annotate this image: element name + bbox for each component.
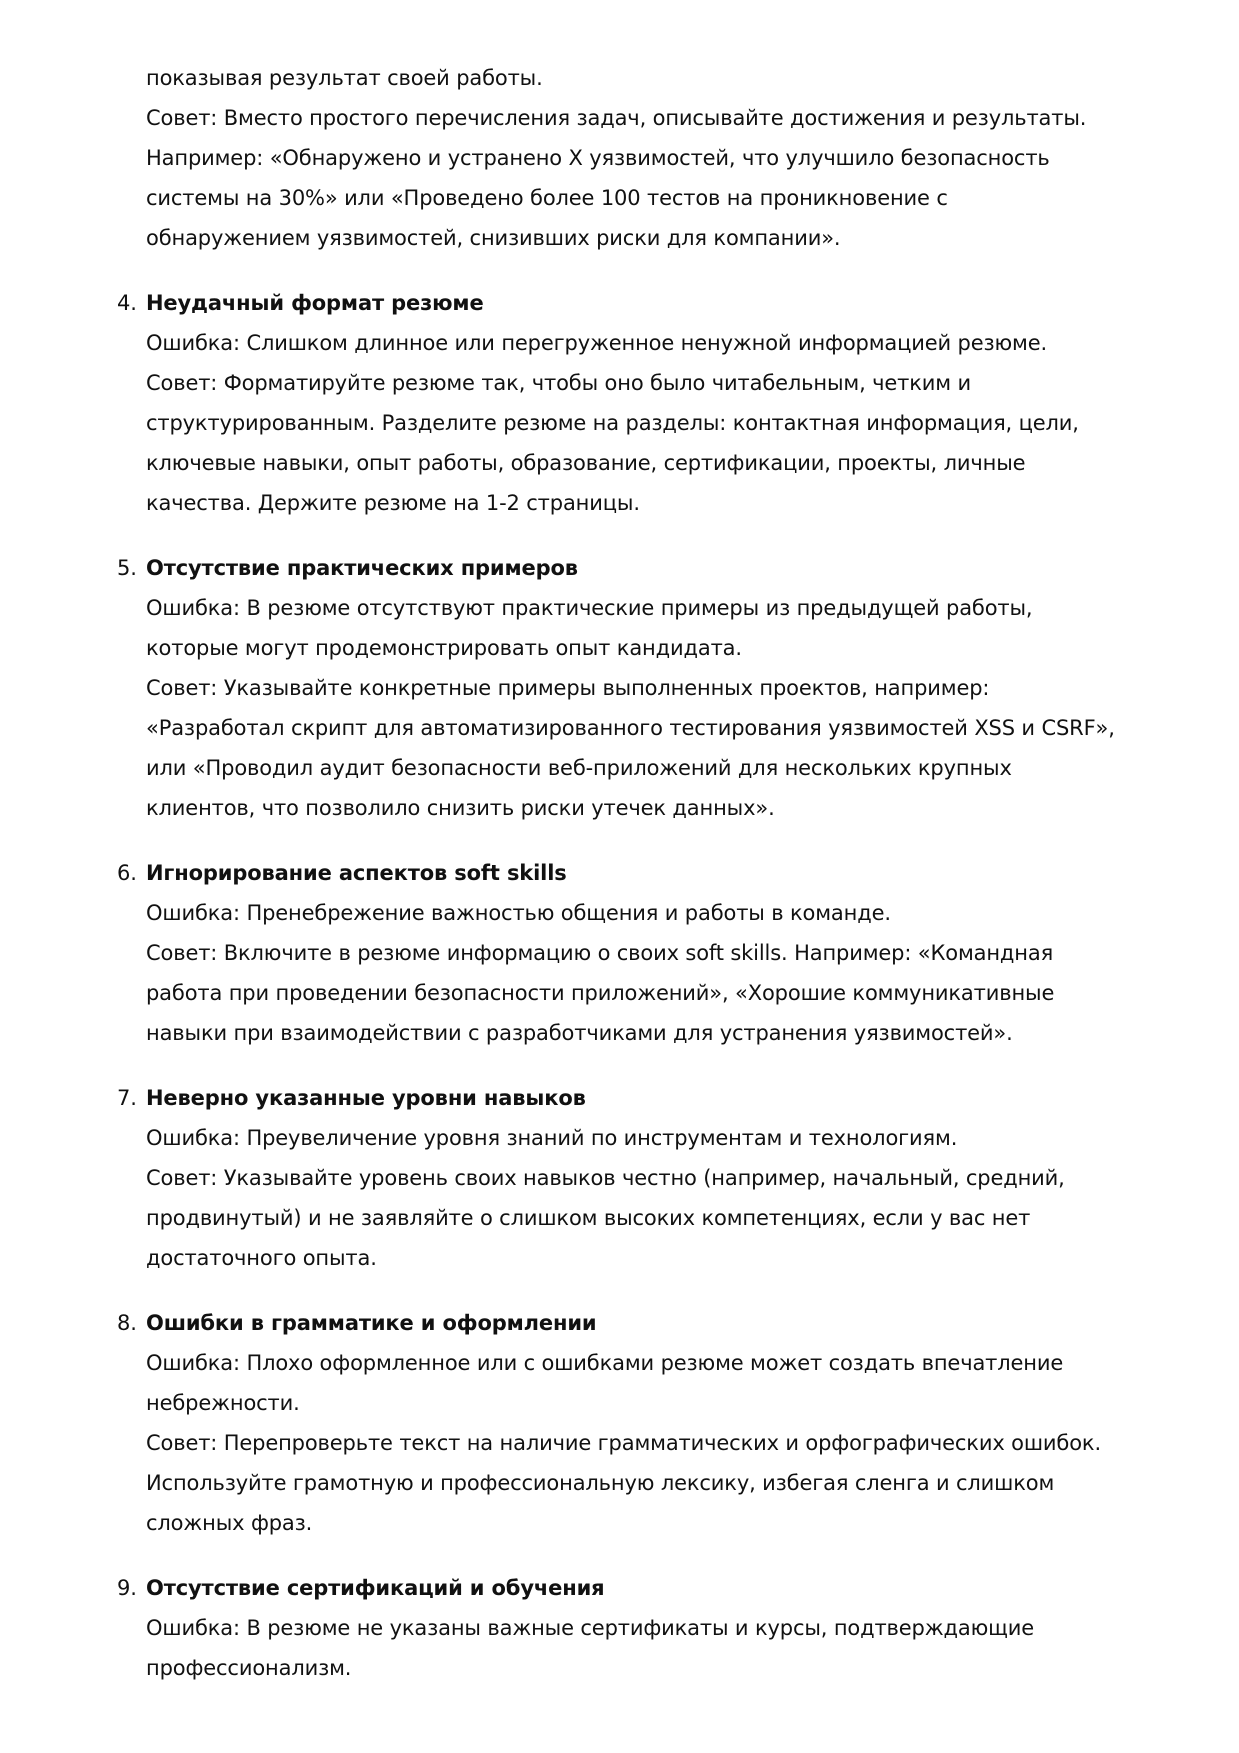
list-item-line: Ошибка: Слишком длинное или перегруженное ненужной информацией резюме. <box>146 331 1048 355</box>
list-item-line: Ошибка: В резюме отсутствуют практические примеры из предыдущей работы, <box>146 596 1033 620</box>
list-item-title: Неудачный формат резюме <box>146 291 484 315</box>
list-item-heading <box>117 1308 596 1338</box>
list-item-number: 5. <box>117 556 137 580</box>
list-item-line: клиентов, что позволило снизить риски утечек данных». <box>146 796 775 820</box>
intro-line: показывая результат своей работы. <box>146 66 543 90</box>
list-item-title: Отсутствие сертификаций и обучения <box>146 1576 605 1600</box>
list-item-line: которые могут продемонстрировать опыт кандидата. <box>146 636 742 660</box>
list-item-line: Совет: Форматируйте резюме так, чтобы оно было читабельным, четким и <box>146 371 972 395</box>
list-item-line: «Разработал скрипт для автоматизированного тестирования уязвимостей XSS и CSRF», <box>146 716 1115 740</box>
list-item-line: профессионализм. <box>146 1656 352 1680</box>
list-item-heading <box>117 288 484 318</box>
list-item-line: небрежности. <box>146 1391 300 1415</box>
list-item-line: ключевые навыки, опыт работы, образование, сертификации, проекты, личные <box>146 451 1026 475</box>
list-item-line: навыки при взаимодействии с разработчиками для устранения уязвимостей». <box>146 1021 1013 1045</box>
list-item-line: Совет: Включите в резюме информацию о своих soft skills. Например: «Командная <box>146 941 1054 965</box>
intro-line: обнаружением уязвимостей, снизивших риски для компании». <box>146 226 841 250</box>
list-item-line: Совет: Перепроверьте текст на наличие грамматических и орфографических ошибок. <box>146 1431 1101 1455</box>
list-item-line: Ошибка: В резюме не указаны важные сертификаты и курсы, подтверждающие <box>146 1616 1035 1640</box>
list-item-number: 8. <box>117 1311 137 1335</box>
list-item-heading <box>117 1573 604 1603</box>
list-item-title: Отсутствие практических примеров <box>146 556 578 580</box>
list-item-line: Совет: Указывайте конкретные примеры выполненных проектов, например: <box>146 676 990 700</box>
list-item-title: Ошибки в грамматике и оформлении <box>146 1311 597 1335</box>
intro-line: системы на 30%» или «Проведено более 100 тестов на проникновение с <box>146 186 948 210</box>
list-item-number: 7. <box>117 1086 137 1110</box>
intro-line: Например: «Обнаружено и устранено X уязвимостей, что улучшило безопасность <box>146 146 1050 170</box>
list-item-line: Совет: Указывайте уровень своих навыков честно (например, начальный, средний, <box>146 1166 1065 1190</box>
list-item-line: или «Проводил аудит безопасности веб-приложений для нескольких крупных <box>146 756 1012 780</box>
list-item-line: Ошибка: Плохо оформленное или с ошибками резюме может создать впечатление <box>146 1351 1064 1375</box>
list-item-number: 4. <box>117 291 137 315</box>
list-item-line: Используйте грамотную и профессиональную лексику, избегая сленга и слишком <box>146 1471 1055 1495</box>
list-item-line: продвинутый) и не заявляйте о слишком высоких компетенциях, если у вас нет <box>146 1206 1031 1230</box>
list-item-title: Игнорирование аспектов soft skills <box>146 861 567 885</box>
list-item-line: структурированным. Разделите резюме на разделы: контактная информация, цели, <box>146 411 1079 435</box>
list-item-line: работа при проведении безопасности приложений», «Хорошие коммуникативные <box>146 981 1055 1005</box>
list-item-title: Неверно указанные уровни навыков <box>146 1086 586 1110</box>
list-item-heading <box>117 553 578 583</box>
list-item-number: 9. <box>117 1576 137 1600</box>
list-item-number: 6. <box>117 861 137 885</box>
list-item-line: сложных фраз. <box>146 1511 313 1535</box>
list-item-heading <box>117 858 567 888</box>
list-item-line: качества. Держите резюме на 1-2 страницы. <box>146 491 640 515</box>
list-item-line: достаточного опыта. <box>146 1246 377 1270</box>
list-item-line: Ошибка: Пренебрежение важностью общения и работы в команде. <box>146 901 891 925</box>
list-item-line: Ошибка: Преувеличение уровня знаний по инструментам и технологиям. <box>146 1126 958 1150</box>
intro-line: Совет: Вместо простого перечисления задач, описывайте достижения и результаты. <box>146 106 1087 130</box>
list-item-heading <box>117 1083 586 1113</box>
